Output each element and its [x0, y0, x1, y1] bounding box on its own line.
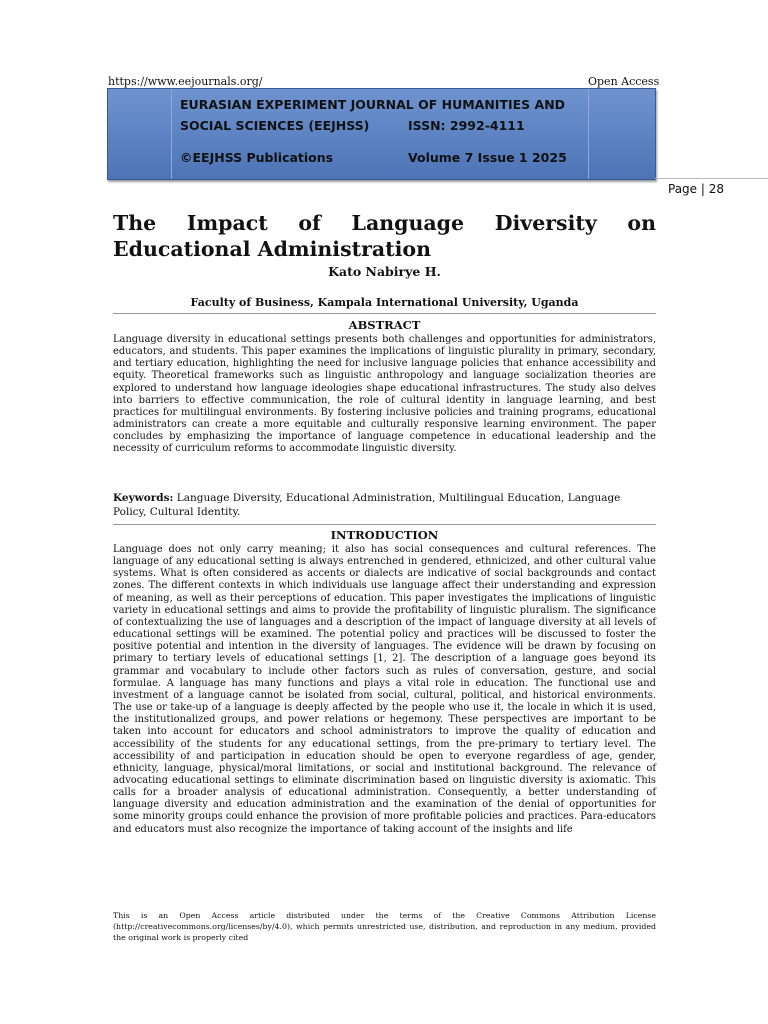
page-number-rule	[655, 178, 768, 179]
banner-divider-left	[171, 89, 172, 179]
introduction-top-rule	[113, 524, 656, 525]
journal-name-line1: EURASIAN EXPERIMENT JOURNAL OF HUMANITIES AND	[180, 97, 566, 112]
abstract-top-rule	[113, 313, 656, 314]
keywords	[113, 492, 656, 519]
license-footer: This is an Open Access article distributed under the terms of the Creative Commons Attribution License (http://creativecommons.org/licenses/by/4.0), which permits unrestricted use, distribution, and reproduction in any medium, provided the original work is properly cited	[113, 911, 656, 942]
abstract-heading: ABSTRACT	[348, 318, 421, 332]
journal-banner	[107, 88, 656, 180]
keywords-text: Language Diversity, Educational Administration, Multilingual Education, Language Policy, Cultural Identity.	[113, 492, 621, 518]
open-access-label: Open Access	[588, 75, 660, 88]
journal-issn: ISSN: 2992-4111	[408, 118, 525, 133]
journal-volume: Volume 7 Issue 1 2025	[408, 150, 567, 165]
page-number: Page | 28	[668, 182, 724, 196]
keywords-label: Keywords:	[113, 492, 174, 504]
journal-name-line2: SOCIAL SCIENCES (EEJHSS)	[180, 118, 370, 133]
introduction-text: Language does not only carry meaning; it also has social consequences and cultural references. The language of any educational setting is always entrenched in gendered, ethnicized, and other cultural value systems. What is often considered as accents or dialects are indicative of social backgrounds and contact zones. The different contexts in which individuals use language affect their understanding and expression of meaning, as well as their perceptions of education. This paper investigates the implications of linguistic variety in educational settings and aims to provide the profitability of linguistic pluralism. The significance of contextualizing the use of languages and a description of the impact of language diversity at all levels of educational settings will be examined. The potential policy and practices will be discussed to foster the positive potential and intention in the diversity of languages. The evidence will be drawn by focusing on primary to tertiary levels of educational settings [1, 2]. The description of a language goes beyond its grammar and vocabulary to include other factors such as rules of conversation, gesture, and social formulae. A language has many functions and plays a vital role in education. The functional use and investment of a language cannot be isolated from social, cultural, political, and historical environments. The use or take-up of a language is deeply affected by the people who use it, the locale in which it is used, the institutionalized groups, and power relations or hegemony. These perspectives are important to be taken into account for educators and school administrators to improve the quality of education and accessibility of the students for any educational settings, from the pre-primary to tertiary level. The accessibility of and participation in education should be open to everyone regardless of age, gender, ethnicity, language, physical/moral limitations, or social and institutional background. The relevance of advocating educational settings to eliminate discrimination based on linguistic diversity is axiomatic. This calls for a broader analysis of educational administration. Consequently, a better understanding of language diversity and education administration and the examination of the denial of opportunities for some minority groups could enhance the provision of more profitable policies and practices. Para-educators and educators must also recognize the importance of taking account of the insights and life	[113, 544, 656, 835]
introduction-heading: INTRODUCTION	[330, 528, 439, 542]
author-affiliation: Faculty of Business, Kampala International University, Uganda	[190, 296, 579, 309]
article-title: The Impact of Language Diversity on Educational Administration	[113, 211, 656, 261]
abstract-text: Language diversity in educational settings presents both challenges and opportunities for administrators, educators, and students. This paper examines the implications of linguistic plurality in primary, secondary, and tertiary education, highlighting the need for inclusive language policies that enhance accessibility and equity. Theoretical frameworks such as linguistic anthropology and language socialization theories are explored to understand how language ideologies shape educational infrastructures. The study also delves into barriers to effective communication, the role of cultural identity in language learning, and best practices for multilingual environments. By fostering inclusive policies and training programs, educational administrators can create a more equitable and culturally responsive learning environment. The paper concludes by emphasizing the importance of language competence in educational leadership and the necessity of curriculum reforms to accommodate linguistic diversity.	[113, 334, 656, 455]
banner-divider-right	[588, 89, 589, 179]
article-author: Kato Nabirye H.	[328, 264, 441, 279]
journal-url[interactable]: https://www.eejournals.org/	[108, 75, 263, 88]
journal-publisher: ©EEJHSS Publications	[180, 150, 334, 165]
